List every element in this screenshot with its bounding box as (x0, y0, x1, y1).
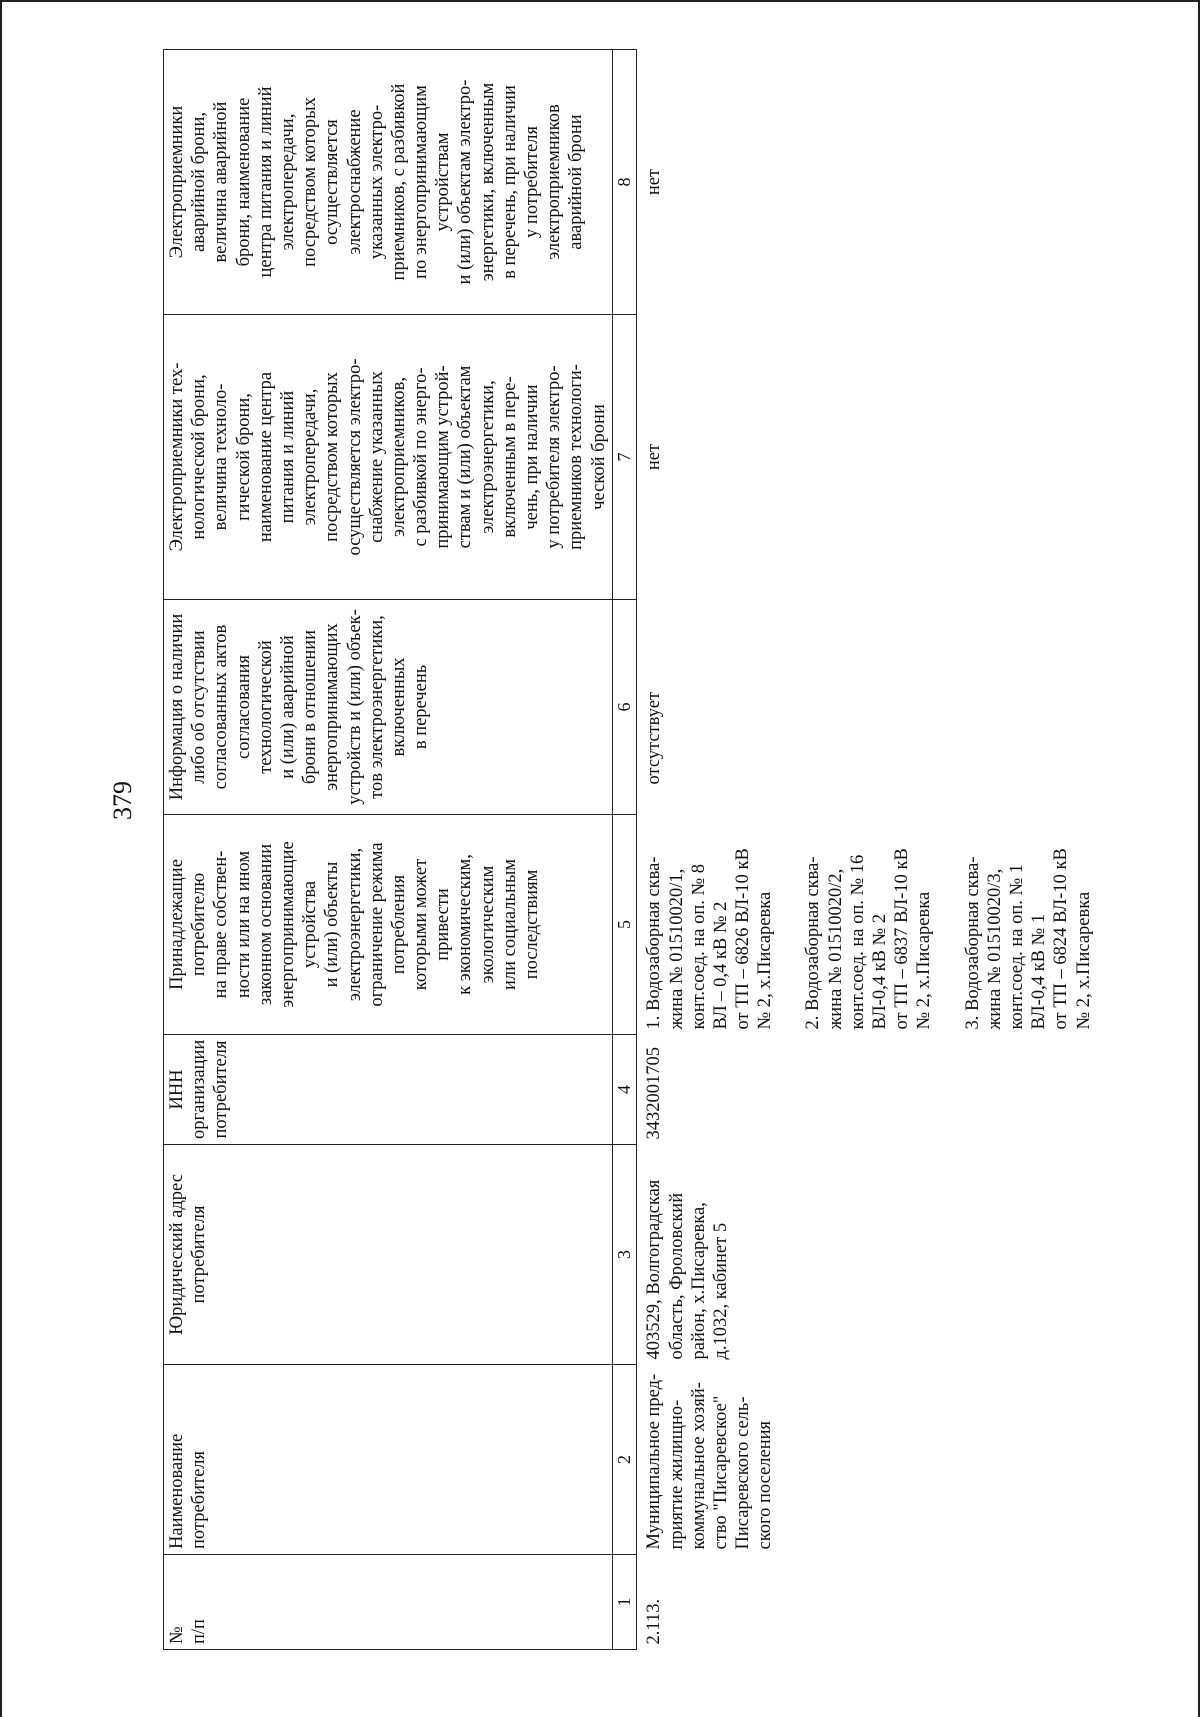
equipment-item: 1. Водозаборная сква- жина № 01510020/1, конт.соед. на оп. № 8 ВЛ – 0,4 кВ № 2 от ТП – 6826 ВЛ-10 кВ № 2, х.Писаревка (644, 848, 776, 1030)
column-number: 1 (612, 1555, 637, 1650)
page-number: 379 (108, 781, 137, 820)
scan-edge-left (0, 0, 2, 1717)
header-acts: Информация о наличии либо об отсутствии согласованных актов согласования технологической и (или) аварийной брони в отношении энергопринимающих устройств и (или) объек- тов электроэнергетики, включенных в перечень (164, 600, 613, 815)
equipment-item: 2. Водозаборная сква- жина № 01510020/2, конт.соед. на оп. № 16 ВЛ-0,4 кВ № 2 от ТП – 6837 ВЛ-10 кВ № 2, х.Писаревка (803, 848, 935, 1030)
equipment-item: 3. Водозаборная сква- жина № 01510020/3, конт.соед. на оп. № 1 ВЛ-0,4 кВ № 1 от ТП – 6824 ВЛ-10 кВ № 2, х.Писаревка (962, 848, 1094, 1030)
row-number: 2.113. (644, 1598, 665, 1645)
column-numbers-row (612, 50, 637, 1650)
header-consumer-name: Наименование потребителя (164, 1365, 613, 1555)
column-number: 7 (612, 315, 637, 600)
rotated-page-content (163, 50, 1103, 1650)
column-number: 3 (612, 1145, 637, 1365)
table-header-row (164, 50, 613, 1650)
header-number: № п/п (164, 1555, 613, 1650)
header-emergency-reserve: Электроприемники аварийной брони, величина аварийной брони, наименование центра питания и линий электропередачи, посредством которых осуществляется электроснабжение указанных электро- приемников, с разбивкой по энергопринимающим устройствам и (или) объектам электро- энергетики, включенным в перечень, при наличии у потребителя электроприемников аварийной брони (164, 50, 613, 315)
column-number: 8 (612, 50, 637, 315)
acts-value: отсутствует (644, 691, 665, 785)
legal-address: 403529, Волгоградская область, Фроловский район, х.Писаревка, д.1032, кабинет 5 (644, 1179, 731, 1360)
column-number: 4 (612, 1035, 637, 1145)
table-row (637, 50, 1097, 1650)
column-number: 2 (612, 1365, 637, 1555)
consumer-table (163, 49, 1097, 1650)
tech-reserve-value: нет (644, 443, 665, 471)
equipment-list (637, 815, 1097, 1035)
inn-value: 3432001705 (644, 1047, 665, 1140)
column-number: 5 (612, 815, 637, 1035)
consumer-name: Муниципальное пред- приятие жилищно- коммунальное хозяй- ство "Писаревское" Писаревского сель- ского поселения (644, 1373, 776, 1550)
column-number: 6 (612, 600, 637, 815)
header-equipment: Принадлежащие потребителю на праве собствен- ности или на ином законном основании энергопринимающие устройства и (или) объекты электроэнергетики, ограничение режима потребления которыми может привести к экономическим, экологическим или социальным последствиям (164, 815, 613, 1035)
header-inn: ИНН организации потребителя (164, 1035, 613, 1145)
scan-edge-top (0, 0, 1200, 2)
emergency-reserve-value: нет (644, 168, 665, 196)
header-tech-reserve: Электроприемники тех- нологической брони, величина техноло- гической брони, наименование центра питания и линий электропередачи, посредством которых осуществляется электро- снабжение указанных электроприемников, с разбивкой по энерго- принимающим устрой- ствам и (или) объектам электроэнергетики, включенным в пере- чень, при наличии у потребителя электро- приемников технологи- ческой брони (164, 315, 613, 600)
header-legal-address: Юридический адрес потребителя (164, 1145, 613, 1365)
